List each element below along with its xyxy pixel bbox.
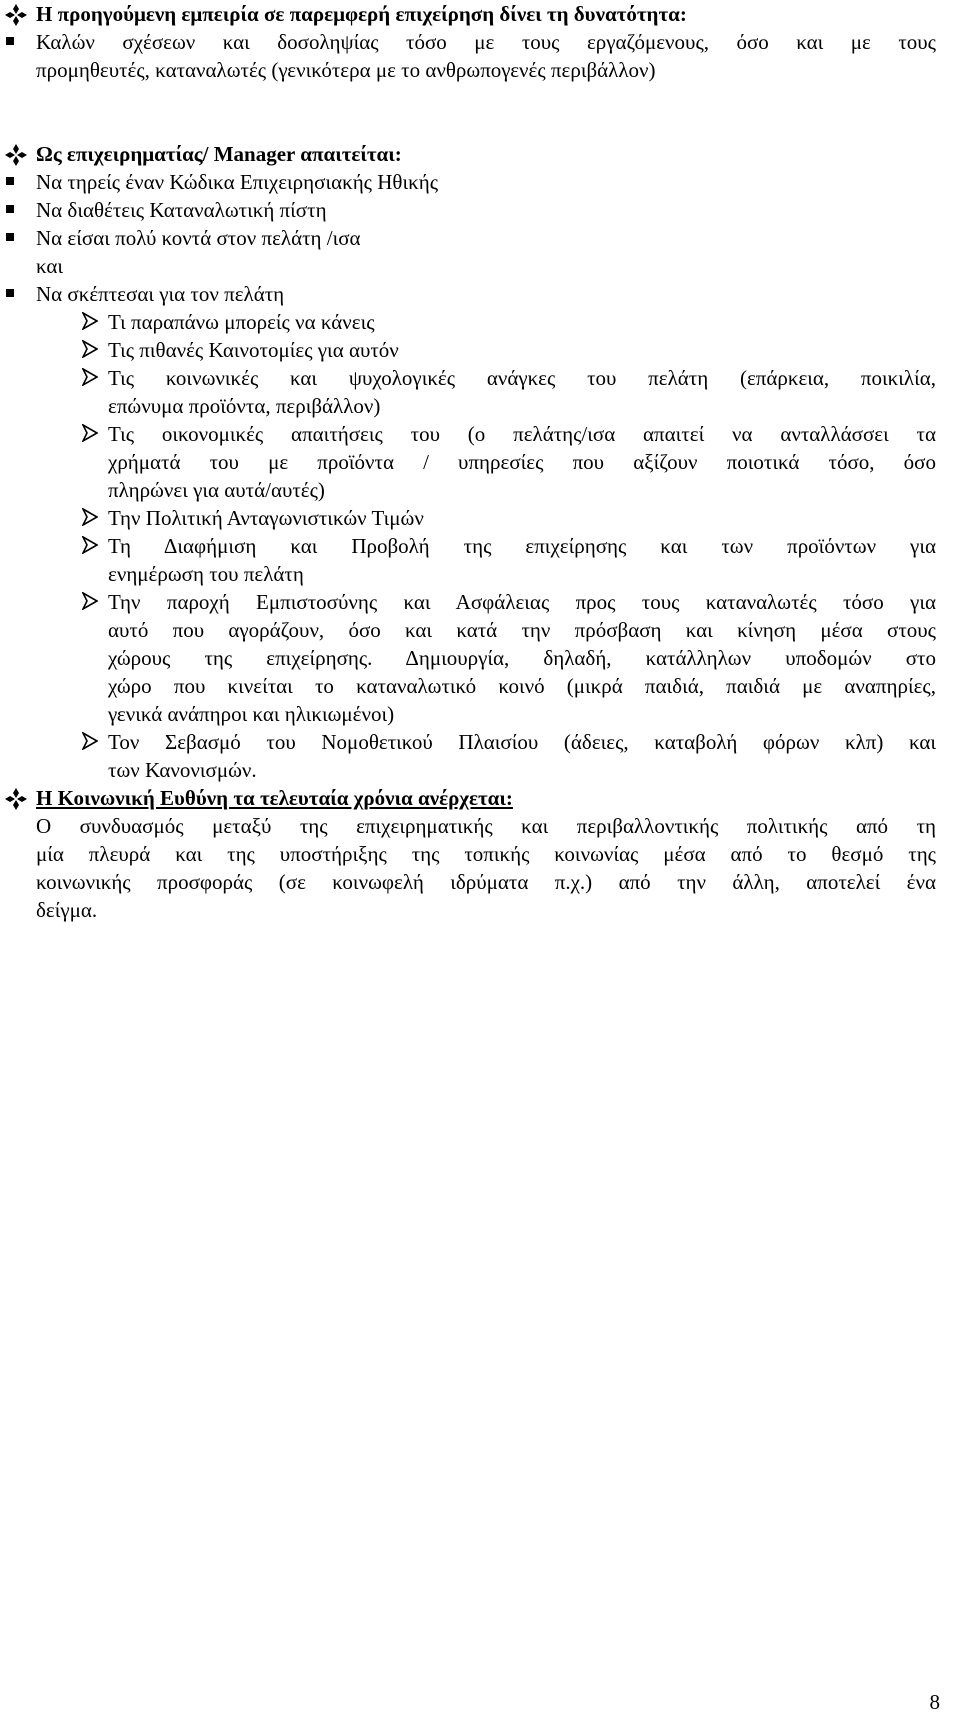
sub-item-continuation: αυτό που αγοράζουν, όσο και κατά την πρόσβαση και κίνηση μέσα στους bbox=[108, 618, 936, 642]
arrow-bullet-icon bbox=[82, 312, 98, 330]
square-bullet-icon bbox=[6, 37, 14, 45]
sub-item: Την Πολιτική Ανταγωνιστικών Τιμών bbox=[108, 506, 424, 530]
paragraph-line: δείγμα. bbox=[36, 898, 98, 922]
connector-text: και bbox=[36, 254, 64, 278]
sub-item-continuation: χώρους της επιχείρησης. Δημιουργία, δηλαδή, κατάλληλων υποδομών στο bbox=[108, 646, 936, 670]
arrow-bullet-icon bbox=[82, 424, 98, 442]
paragraph-line: Ο συνδυασμός μεταξύ της επιχειρηματικής και περιβαλλοντικής πολιτικής από τη bbox=[36, 814, 936, 838]
arrow-bullet-icon bbox=[82, 368, 98, 386]
sub-item: Τον Σεβασμό του Νομοθετικού Πλαισίου (άδειες, καταβολή φόρων κλπ) και bbox=[108, 730, 936, 754]
diamond-bullet-icon bbox=[4, 4, 28, 26]
arrow-bullet-icon bbox=[82, 732, 98, 750]
paragraph-line: Καλών σχέσεων και δοσοληψίας τόσο με τους εργαζόμενους, όσο και με τους bbox=[36, 30, 936, 54]
square-bullet-icon bbox=[6, 289, 14, 297]
square-bullet-icon bbox=[6, 205, 14, 213]
arrow-bullet-icon bbox=[82, 340, 98, 358]
sub-item-continuation: των Κανονισμών. bbox=[108, 758, 257, 782]
list-item: Να σκέπτεσαι για τον πελάτη bbox=[36, 282, 285, 306]
diamond-bullet-icon bbox=[4, 144, 28, 166]
sub-item: Τις κοινωνικές και ψυχολογικές ανάγκες του πελάτη (επάρκεια, ποικιλία, bbox=[108, 366, 936, 390]
sub-item-continuation: επώνυμα προϊόντα, περιβάλλον) bbox=[108, 394, 381, 418]
paragraph-line: προμηθευτές, καταναλωτές (γενικότερα με το ανθρωπογενές περιβάλλον) bbox=[36, 58, 656, 82]
paragraph-line: μία πλευρά και της υποστήριξης της τοπικής κοινωνίας μέσα από το θεσμό της bbox=[36, 842, 936, 866]
sub-item-continuation: πληρώνει για αυτά/αυτές) bbox=[108, 478, 325, 502]
sub-item: Την παροχή Εμπιστοσύνης και Ασφάλειας προς τους καταναλωτές τόσο για bbox=[108, 590, 936, 614]
sub-item-continuation: γενικά ανάπηροι και ηλικιωμένοι) bbox=[108, 702, 395, 726]
sub-item: Τι παραπάνω μπορείς να κάνεις bbox=[108, 310, 375, 334]
square-bullet-icon bbox=[6, 177, 14, 185]
section-heading: Η προηγούμενη εμπειρία σε παρεμφερή επιχείρηση δίνει τη δυνατότητα: bbox=[36, 2, 687, 26]
section-heading: Ως επιχειρηματίας/ Manager απαιτείται: bbox=[36, 142, 402, 166]
sub-item: Τη Διαφήμιση και Προβολή της επιχείρησης και των προϊόντων για bbox=[108, 534, 936, 558]
page-number: 8 bbox=[929, 1690, 940, 1714]
arrow-bullet-icon bbox=[82, 536, 98, 554]
list-item: Να τηρείς έναν Κώδικα Επιχειρησιακής Ηθικής bbox=[36, 170, 439, 194]
sub-item: Τις οικονομικές απαιτήσεις του (ο πελάτης/ισα απαιτεί να ανταλλάσσει τα bbox=[108, 422, 936, 446]
list-item: Να είσαι πολύ κοντά στον πελάτη /ισα bbox=[36, 226, 361, 250]
sub-item-continuation: χώρο που κινείται το καταναλωτικό κοινό (μικρά παιδιά, παιδιά με αναπηρίες, bbox=[108, 674, 936, 698]
sub-item: Τις πιθανές Καινοτομίες για αυτόν bbox=[108, 338, 399, 362]
arrow-bullet-icon bbox=[82, 508, 98, 526]
arrow-bullet-icon bbox=[82, 592, 98, 610]
list-item: Να διαθέτεις Καταναλωτική πίστη bbox=[36, 198, 327, 222]
square-bullet-icon bbox=[6, 233, 14, 241]
sub-item-continuation: ενημέρωση του πελάτη bbox=[108, 562, 304, 586]
sub-item-continuation: χρήματά του με προϊόντα / υπηρεσίες που αξίζουν ποιοτικά τόσο, όσο bbox=[108, 450, 936, 474]
section-heading: Η Κοινωνική Ευθύνη τα τελευταία χρόνια ανέρχεται: bbox=[36, 786, 513, 810]
paragraph-line: κοινωνικής προσφοράς (σε κοινωφελή ιδρύματα π.χ.) από την άλλη, αποτελεί ένα bbox=[36, 870, 936, 894]
diamond-bullet-icon bbox=[4, 788, 28, 810]
